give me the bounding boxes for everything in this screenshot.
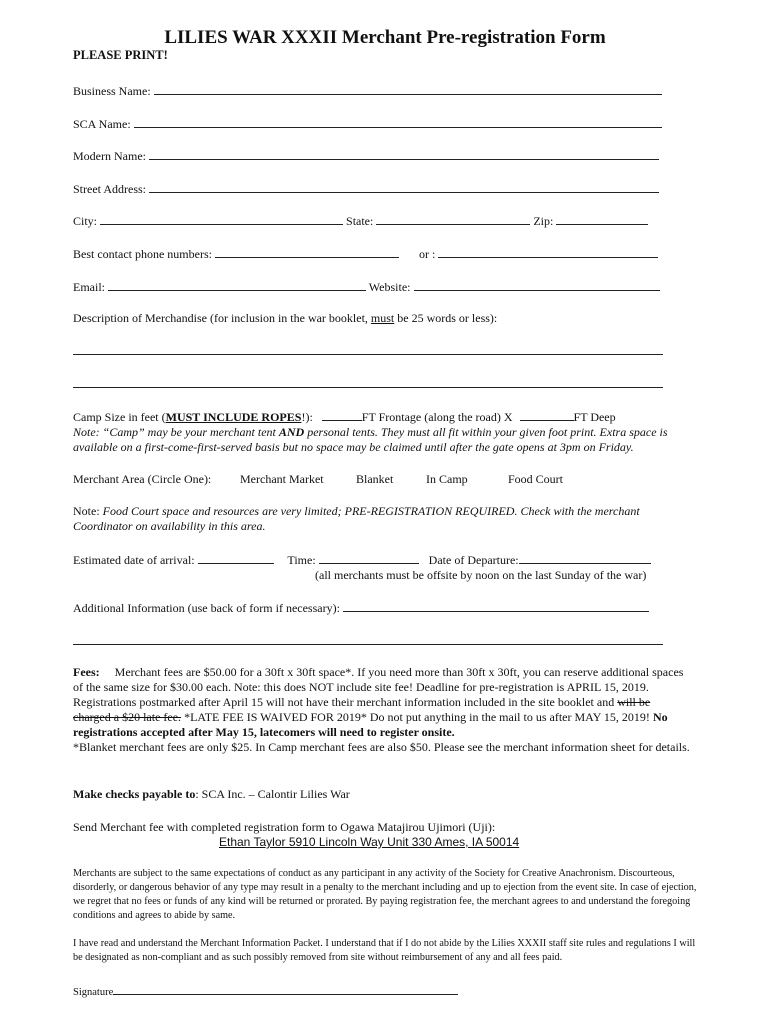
sca-name-row — [73, 116, 662, 132]
camp-size-suffix: !): — [301, 410, 313, 424]
area-option-blanket[interactable]: Blanket — [356, 472, 394, 486]
sca-name-label: SCA Name: — [73, 117, 131, 131]
fees-paragraph — [73, 665, 690, 755]
fees-text-2: *LATE FEE IS WAIVED FOR 2019* Do not put anything in the mail to us after MAY 15, 2019! — [184, 710, 650, 724]
description-suffix: be 25 words or less): — [397, 311, 498, 325]
agreement-paragraph: I have read and understand the Merchant Information Packet. I understand that if I do not abide by the Lilies XXXII staff site rules and regulations I will be designated as non-compliant and as such possibly removed from site without reimbursement of any and all fees paid. — [73, 938, 696, 963]
food-note-prefix: Note: — [73, 504, 100, 518]
description-row — [73, 311, 497, 326]
phone-row — [73, 246, 658, 262]
depth-field[interactable] — [520, 409, 574, 421]
street-address-row — [73, 181, 659, 197]
phone-or-label: or : — [418, 247, 436, 261]
area-option-in-camp[interactable]: In Camp — [426, 472, 468, 486]
email-row — [73, 279, 660, 295]
modern-name-label: Modern Name: — [73, 149, 146, 163]
depth-label: FT Deep — [573, 410, 616, 424]
business-name-row — [73, 83, 662, 99]
email-label: Email: — [73, 280, 105, 294]
state-field[interactable] — [376, 213, 530, 225]
signature-field[interactable] — [113, 984, 458, 995]
description-line-1[interactable] — [73, 354, 663, 355]
camp-size-must-ropes: MUST INCLUDE ROPES — [165, 410, 302, 424]
arrival-label: Estimated date of arrival: — [73, 553, 195, 567]
merchant-area-label: Merchant Area (Circle One): — [73, 472, 212, 486]
additional-info-label: Additional Information (use back of form if necessary): — [73, 601, 340, 615]
website-field[interactable] — [414, 279, 660, 291]
camp-size-row — [73, 409, 616, 425]
website-label: Website: — [368, 280, 411, 294]
arrival-date-field[interactable] — [198, 552, 274, 564]
send-fee-text: Send Merchant fee with completed registration form to Ogawa Matajirou Ujimori (Uji): — [73, 820, 496, 834]
departure-label: Date of Departure: — [428, 553, 519, 567]
camp-note-and: AND — [278, 425, 305, 439]
arrival-time-field[interactable] — [319, 552, 419, 564]
street-address-field[interactable] — [149, 181, 659, 193]
additional-info-field[interactable] — [343, 600, 649, 612]
food-court-note — [73, 504, 698, 534]
checks-label: Make checks payable to — [73, 787, 196, 801]
description-line-2[interactable] — [73, 387, 663, 388]
state-label: State: — [346, 214, 374, 228]
additional-info-line-2[interactable] — [73, 644, 663, 645]
camp-note — [73, 425, 698, 455]
departure-date-field[interactable] — [519, 552, 651, 564]
camp-note-part-1: Note: “Camp” may be your merchant tent — [73, 425, 276, 439]
area-option-merchant-market[interactable]: Merchant Market — [240, 472, 324, 486]
time-label: Time: — [287, 553, 316, 567]
fees-text-1: Merchant fees are $50.00 for a 30ft x 30ft space*. If you need more than 30ft x 30ft, you can reserve additional spaces of the same size for $30.00 each. Note: this does NOT include site fee! Deadline for pre-registration is APRIL 15, 2019. Registrations postmarked after April 15 will not have their merchant information included in the site booklet and — [73, 665, 684, 709]
modern-name-field[interactable] — [149, 148, 659, 160]
street-address-label: Street Address: — [73, 182, 146, 196]
frontage-field[interactable] — [322, 409, 362, 421]
city-field[interactable] — [100, 213, 343, 225]
phone-field-2[interactable] — [438, 246, 658, 258]
conduct-paragraph: Merchants are subject to the same expectations of conduct as any participant in any activity of the Society for Creative Anachronism. Discourteous, disorderly, or dangerous behavior of any type may result in a penalty to the merchant including and up to ejection from the event site. In case of ejection, we regret that no fees or funds of any kind will be returned or prorated. By paying registration fee, the merchant agrees to and understand the foregoing conditions and agrees to abide by same. — [73, 868, 697, 921]
camp-note-part-2: personal tents. They must all fit within your given foot print. Extra space — [307, 425, 657, 439]
checks-row — [73, 787, 350, 802]
sca-name-field[interactable] — [134, 116, 662, 128]
city-label: City: — [73, 214, 98, 228]
fees-deadline-bold: No registrations accepted after May 15, latecomers will need to register onsite. — [73, 710, 668, 739]
fees-label: Fees: — [73, 665, 100, 679]
email-field[interactable] — [108, 279, 366, 291]
signature-label: Signature — [73, 987, 114, 998]
camp-note-part-3: is available on a first-come-first-served basis but no space may be claimed until after the gate opens at 3pm on Friday. — [73, 425, 668, 454]
fees-text-3: *Blanket merchant fees are only $25. In Camp merchant fees are also $50. Please see the merchant information sheet for details. — [73, 740, 690, 754]
description-must: must — [370, 311, 395, 325]
zip-field[interactable] — [556, 213, 648, 225]
mailing-address: Ethan Taylor 5910 Lincoln Way Unit 330 Ames, IA 50014 — [219, 835, 520, 849]
city-row — [73, 213, 648, 229]
phone-field-1[interactable] — [215, 246, 399, 258]
description-prefix: Description of Merchandise (for inclusion in the war booklet, — [73, 311, 368, 325]
modern-name-row — [73, 148, 659, 164]
business-name-field[interactable] — [154, 83, 662, 95]
food-note-line-2: Coordinator on availability in this area. — [73, 519, 266, 533]
additional-info-row — [73, 600, 649, 616]
business-name-label: Business Name: — [73, 84, 151, 98]
zip-label: Zip: — [533, 214, 554, 228]
area-option-food-court[interactable]: Food Court — [508, 472, 564, 486]
frontage-label: FT Frontage (along the road) X — [361, 410, 513, 424]
form-title: LILIES WAR XXXII Merchant Pre-registration Form — [164, 27, 606, 48]
food-note-line-1: Food Court space and resources are very limited; PRE-REGISTRATION REQUIRED. Check with the merchant — [102, 504, 640, 518]
please-print-label: PLEASE PRINT! — [73, 48, 168, 62]
phone-label: Best contact phone numbers: — [73, 247, 212, 261]
arrival-row — [73, 552, 651, 568]
checks-value: : SCA Inc. – Calontir Lilies War — [195, 787, 350, 801]
signature-row — [73, 984, 458, 998]
camp-size-prefix: Camp Size in feet ( — [73, 410, 166, 424]
offsite-note: (all merchants must be offsite by noon on the last Sunday of the war) — [315, 568, 647, 582]
fees-struck-late-fee: will be charged a $20 late fee. — [73, 695, 651, 724]
merchant-area-row — [73, 472, 564, 487]
